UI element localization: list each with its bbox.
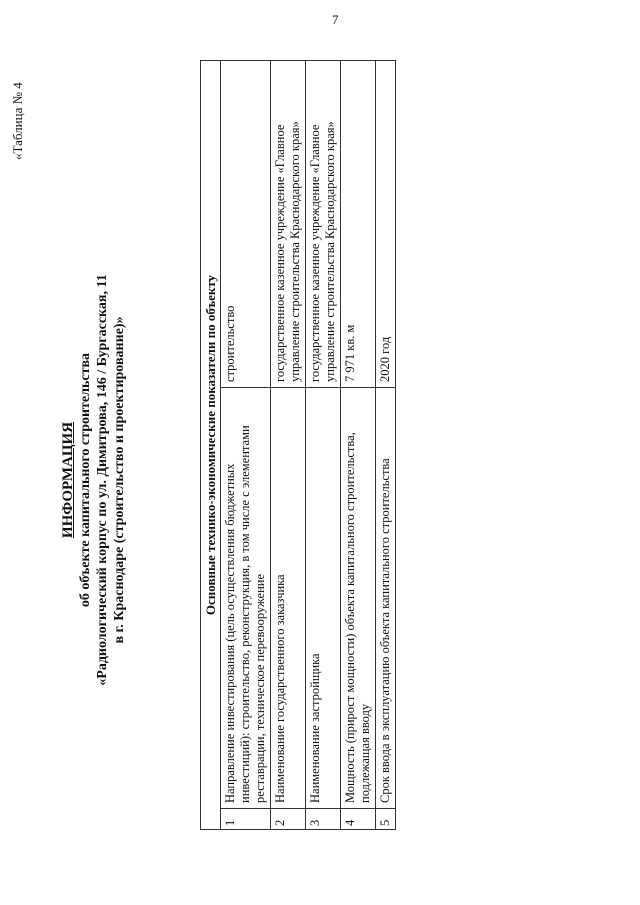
row-number: 5 — [376, 809, 396, 830]
row-number: 1 — [221, 809, 271, 830]
row-parameter: Направление инвестирования (цель осуществления бюджетных инвестиций): строительство, реконструкция, в том числе с элементами реставрации, техническое перевооружение — [221, 388, 271, 809]
indicators-table — [200, 60, 396, 830]
header-line-4: в г. Краснодаре (строительство и проектирование)» — [112, 316, 127, 644]
row-number: 3 — [306, 809, 341, 830]
header-line-2: об объекте капитального строительства — [78, 352, 93, 608]
table-row — [306, 61, 341, 830]
row-parameter: Наименование застройщика — [306, 388, 341, 809]
table-header-row — [201, 61, 221, 830]
header-line-3: «Радиологический корпус по ул. Димитрова, 146 / Бургасская, 11 — [95, 274, 110, 686]
row-parameter: Мощность (прирост мощности) объекта капитального строительства, подлежащая вводу — [341, 388, 376, 809]
table-label: «Таблица № 4 — [10, 82, 25, 160]
page-number: 7 — [332, 12, 339, 27]
table-row — [376, 61, 396, 830]
table-row — [221, 61, 271, 830]
document-header — [60, 85, 128, 875]
row-value: государственное казенное учреждение «Главное управление строительства Краснодарского края» — [271, 61, 306, 388]
row-number: 4 — [341, 809, 376, 830]
row-value: государственное казенное учреждение «Главное управление строительства Краснодарского края» — [306, 61, 341, 388]
table-row — [271, 61, 306, 830]
row-parameter: Наименование государственного заказчика — [271, 388, 306, 809]
table-row — [341, 61, 376, 830]
row-value: 7 971 кв. м — [341, 61, 376, 388]
document-title: ИНФОРМАЦИЯ — [60, 421, 76, 539]
row-number: 2 — [271, 809, 306, 830]
table-header-cell: Основные технико-экономические показатели по объекту — [201, 61, 221, 830]
row-value: 2020 год — [376, 61, 396, 388]
row-parameter: Срок ввода в эксплуатацию объекта капитального строительства — [376, 388, 396, 809]
row-value: строительство — [221, 61, 271, 388]
